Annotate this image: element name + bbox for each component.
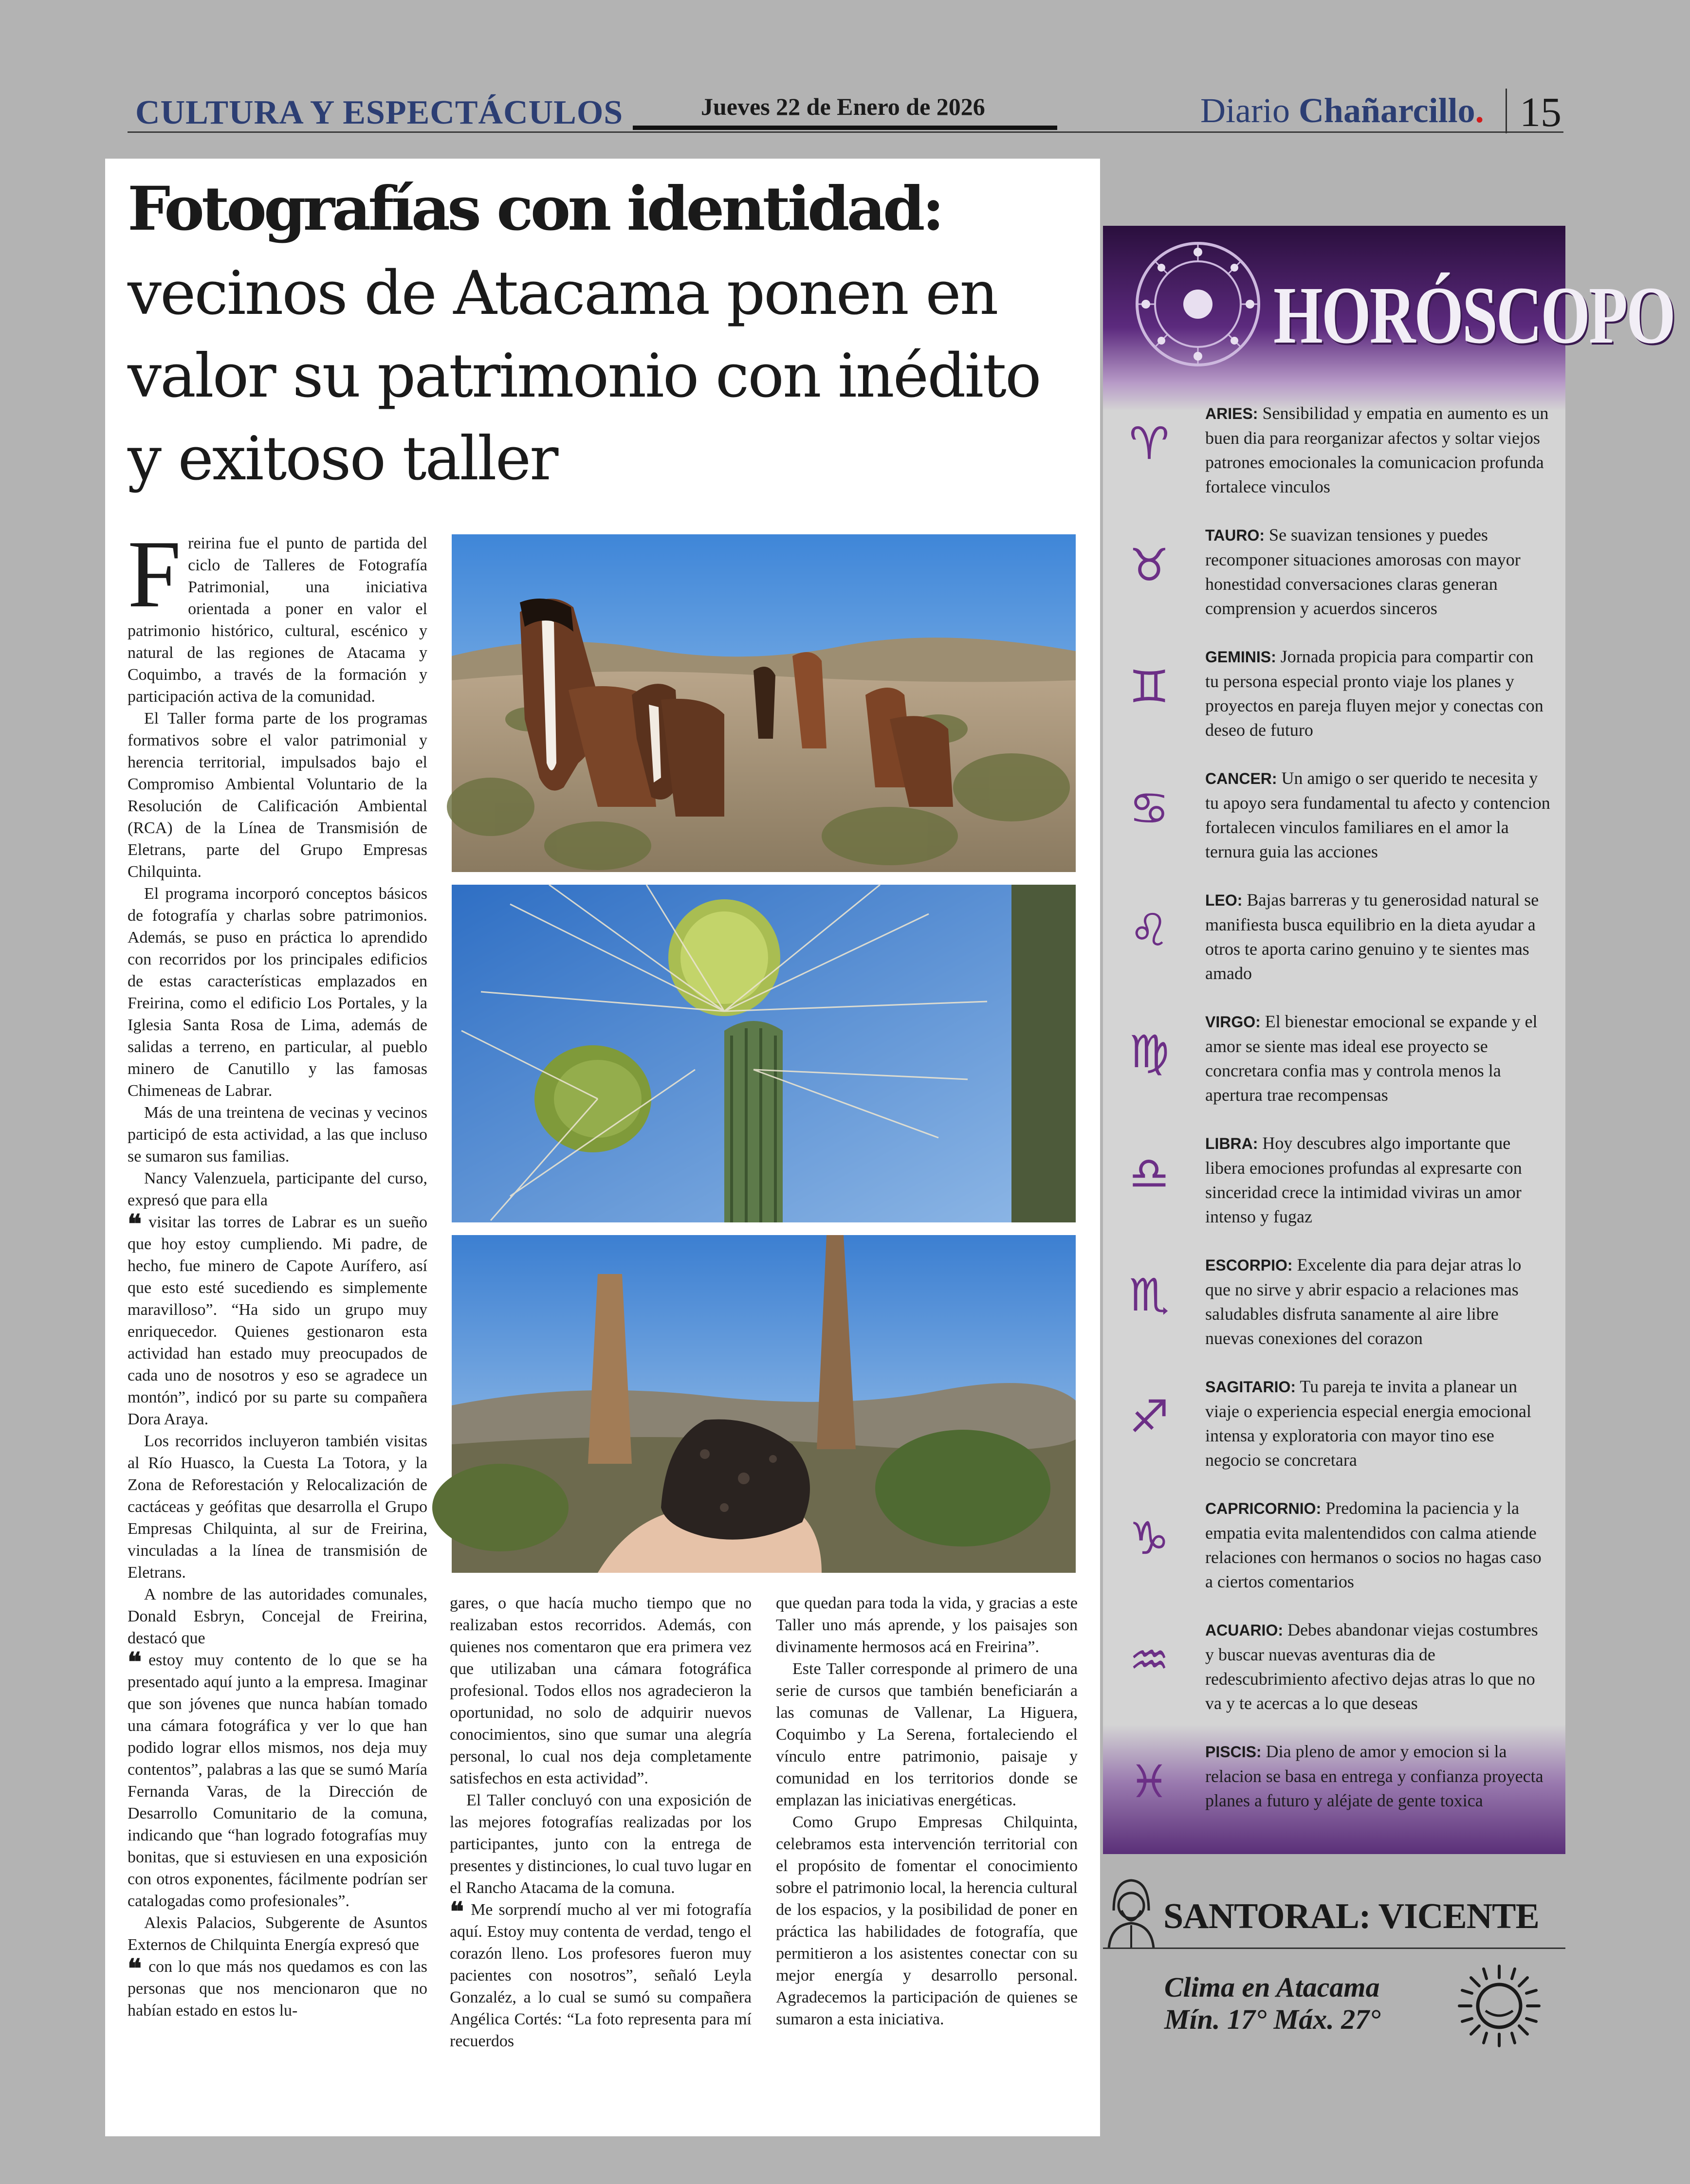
paragraph-text: reirina fue el punto de partida del ciclo de Talleres de Fotografía Patrimonial, una iniciativa orientada a poner en valor el patrimonio histórico, cultural, escénico y natural de las regiones de Atacama y Coquimbo, a través de la formación y participación activa de la comunidad. xyxy=(128,534,427,706)
quote-paragraph xyxy=(128,1208,427,1430)
horoscope-sign xyxy=(1103,1131,1565,1253)
paragraph: Nancy Valenzuela, participante del curso, expresó que para ella xyxy=(128,1169,427,1209)
paragraph: Alexis Palacios, Subgerente de Asuntos Externos de Chilquinta Energía expresó que xyxy=(128,1914,427,1954)
horoscope-sign xyxy=(1103,1496,1565,1618)
horoscope-sign xyxy=(1103,1374,1565,1496)
sun-icon xyxy=(1455,1962,1543,2050)
quote-paragraph xyxy=(128,1646,427,1912)
zodiac-sign-icon: ♒ xyxy=(1129,1634,1170,1686)
sign-prediction: Bajas barreras y tu generosidad natural se manifiesta busca equilibrio en la dieta ayudar a otros te aporta carino genuino y te sientes mas amado xyxy=(1205,890,1539,983)
article-column-2 xyxy=(450,1592,752,2118)
horoscope-text xyxy=(1205,1739,1551,1813)
paragraph: El Taller concluyó con una exposición de las mejores fotografías realizadas por los participantes, junto con la entrega de presentes y distinciones, lo cual tuvo lugar en el Rancho Atacama de la comuna. xyxy=(450,1791,752,1897)
cactus-photo xyxy=(452,885,1076,1222)
paragraph: Los recorridos incluyeron también visitas al Río Huasco, la Cuesta La Totora, y la Zona de Reforestación y Relocalización de cactáceas y geófitas que desarrolla el Grupo Empresas Chilquinta, al sur de Freirina, vinculadas a la línea de transmisión de Eletrans. xyxy=(128,1432,427,1582)
masthead-name: Chañarcillo xyxy=(1298,91,1475,130)
sign-prediction: Se suavizan tensiones y puedes recomponer situaciones amorosas con mayor honestidad conversaciones claras generan comprension y acuerdos sinceros xyxy=(1205,525,1521,618)
headline-bold: Fotografías con identidad: xyxy=(128,174,942,244)
horoscope-sign xyxy=(1103,1009,1565,1131)
sign-prediction: Dia pleno de amor y emocion si la relacion se basa en entrega y confianza proyecta planes a futuro y aléjate de gente toxica xyxy=(1205,1742,1543,1810)
horoscope-sign xyxy=(1103,888,1565,1009)
quote-text: con lo que más nos quedamos es con las personas que nos mencionaron que no habían estado en estos lu- xyxy=(128,1958,427,2020)
sign-name: CAPRICORNIO: xyxy=(1205,1500,1322,1517)
weather-title: Clima en Atacama xyxy=(1164,1971,1380,2003)
horoscope-text xyxy=(1205,1374,1551,1472)
headline-rest: vecinos de Atacama ponen en valor su patrimonio con inédito y exitoso taller xyxy=(128,258,1040,494)
horoscope-text xyxy=(1205,644,1551,742)
sign-name: GEMINIS: xyxy=(1205,648,1276,666)
horoscope-text xyxy=(1205,401,1551,499)
zodiac-sign-icon: ♏ xyxy=(1129,1269,1170,1321)
sign-name: CANCER: xyxy=(1205,770,1277,787)
zodiac-sign-icon: ♑ xyxy=(1129,1512,1170,1565)
saint-figure-icon xyxy=(1104,1876,1158,1949)
sign-prediction: Predomina la paciencia y la empatia evita malentendidos con calma atiende relaciones con hermanos o socios no hagas caso a ciertos comentarios xyxy=(1205,1498,1542,1591)
paragraph: Como Grupo Empresas Chilquinta, celebramos esta intervención territorial con el propósito de fomentar el conocimiento sobre el patrimonio local, la herencia cultural de los espacios, y la posibilidad de poner en práctica las habilidades de fotografía, que permitieron a los asistentes conectar con su mejor energía y desarrollo personal. Agradecemos la participación de quienes se sumaron a esta iniciativa. xyxy=(776,1813,1078,2028)
chimneys-photo xyxy=(452,1235,1076,1573)
paragraph: gares, o que hacía mucho tiempo que no realizaban estos recorridos. Además, con quienes nos comentaron que era primera vez que utilizaban una cámara fotográfica profesional. Todos ellos nos agradecieron la oportunidad, no solo de adquirir nuevos conocimientos, sino que sumar una alegría personal, lo cual nos deja completamente satisfechos en esta actividad”. xyxy=(450,1594,752,1787)
sign-name: ARIES: xyxy=(1205,405,1258,422)
sign-name: SAGITARIO: xyxy=(1205,1378,1296,1396)
quote-text: estoy muy contento de lo que se ha presentado aquí junto a la empresa. Imaginar que son jóvenes que nunca habían tomado una cámara fotográfica y ver lo que han podido lograr ellos mismos, nos deja muy contentos”, palabras a las que se sumó María Fernanda Varas, de la Dirección de Desarrollo Comunitario de la comuna, indicando que “han logrado fotografías muy bonitas, que si estuviesen en una exposición con otros exponentes, fácilmente podrían ser catalogadas como profesionales”. xyxy=(128,1651,427,1910)
paragraph: El programa incorporó conceptos básicos de fotografía y charlas sobre patrimonios. Además, se puso en práctica lo aprendido con recorridos por los principales edificios de estas características emplazados en Freirina, como el edificio Los Portales, y la Iglesia Santa Rosa de Lima, además de salidas a terreno, en particular, al pueblo minero de Canutillo y las famosas Chimeneas de Labrar. xyxy=(128,885,427,1100)
zodiac-sign-icon: ♈ xyxy=(1129,418,1170,470)
horoscope-text xyxy=(1205,1009,1551,1107)
paragraph: Este Taller corresponde al primero de una serie de cursos que también beneficiarán a las comunas de Vallenar, La Higuera, Coquimbo y La Serena, fortaleciendo el vínculo entre patrimonio, paisaje y comunidad en los territorios donde se emplazan las iniciativas energéticas. xyxy=(776,1660,1078,1809)
article-column-3 xyxy=(776,1592,1078,2118)
quote-paragraph xyxy=(450,1896,752,2052)
lead-paragraph xyxy=(128,521,427,708)
quote-text: Me sorprendí mucho al ver mi fotografía aquí. Estoy muy contenta de verdad, tengo el corazón lleno. Los profesores fueron muy pacientes con nosotros”, señaló Leyla Gonzaléz, a lo cual se sumó su compañera Angélica Cortés: “La foto representa para mí recuerdos xyxy=(450,1901,752,2050)
sign-name: ACUARIO: xyxy=(1205,1621,1283,1639)
paragraph: que quedan para toda la vida, y gracias a este Taller uno más aprende, y los paisajes son divinamente hermosos acá en Freirina”. xyxy=(776,1594,1078,1656)
horoscope-text xyxy=(1205,1618,1551,1715)
sign-prediction: Debes abandonar viejas costumbres y buscar nuevas aventuras dia de redescubrimiento afectivo dejas atras lo que no va y te acercas a lo que deseas xyxy=(1205,1620,1538,1713)
horoscope-sign xyxy=(1103,1618,1565,1739)
paragraph: Más de una treintena de vecinas y vecinos participó de esta actividad, a las que incluso se sumaron sus familias. xyxy=(128,1104,427,1165)
sign-name: LEO: xyxy=(1205,892,1243,909)
masthead-dot: . xyxy=(1475,91,1484,130)
issue-date: Jueves 22 de Enero de 2026 xyxy=(701,93,985,120)
masthead-separator xyxy=(1506,89,1507,133)
weather-temperatures: Mín. 17° Máx. 27° xyxy=(1164,2003,1381,2035)
sign-name: LIBRA: xyxy=(1205,1135,1258,1152)
paragraph: El Taller forma parte de los programas formativos sobre el valor patrimonial y herencia territorial, impulsados bajo el Compromiso Ambiental Voluntario de la Resolución de Calificación Ambiental (RCA) de la Línea de Transmisión de Eletrans, parte del Grupo Empresas Chilquinta. xyxy=(128,710,427,881)
sign-prediction: Un amigo o ser querido te necesita y tu apoyo sera fundamental tu afecto y contencion fortalecen vinculos familiares en el amor la ternura guia las acciones xyxy=(1205,768,1550,861)
horoscope-text xyxy=(1205,1131,1551,1229)
sign-prediction: Tu pareja te invita a planear un viaje o experiencia especial energia emocional intensa y exploratoria con mayor tino ese negocio se concretara xyxy=(1205,1377,1531,1470)
newspaper-masthead xyxy=(1200,91,1484,131)
zodiac-sign-icon: ♐ xyxy=(1129,1391,1170,1443)
sign-prediction: El bienestar emocional se expande y el amor se siente mas ideal ese proyecto se concretara confia mas y controla menos la apertura trae recompensas xyxy=(1205,1012,1538,1105)
sign-prediction: Jornada propicia para compartir con tu persona especial pronto viaje los planes y proyectos en pareja fluyen mejor y conectas con deseo de futuro xyxy=(1205,647,1543,740)
sign-prediction: Hoy descubres algo importante que libera emociones profundas al expresarte con sinceridad crece la intimidad viviras un amor intenso y fugaz xyxy=(1205,1133,1522,1226)
zodiac-sign-icon: ♉ xyxy=(1129,539,1170,591)
zodiac-sign-icon: ♓ xyxy=(1129,1756,1170,1808)
horoscope-title: HORÓSCOPO xyxy=(1273,270,1674,361)
sign-name: ESCORPIO: xyxy=(1205,1256,1293,1274)
horoscope-sign xyxy=(1103,644,1565,766)
horoscope-sign xyxy=(1103,523,1565,644)
zodiac-sign-icon: ♊ xyxy=(1129,661,1170,713)
sign-name: PISCIS: xyxy=(1205,1743,1262,1761)
santoral-title: SANTORAL: VICENTE xyxy=(1163,1896,1539,1936)
zodiac-sign-icon: ♋ xyxy=(1129,783,1170,835)
sign-prediction: Excelente dia para dejar atras lo que no sirve y abrir espacio a relaciones mas saludables disfruta sanamente al aire libre nuevas conexiones del corazon xyxy=(1205,1255,1522,1348)
zodiac-wheel-icon xyxy=(1132,238,1264,370)
horoscope-sign xyxy=(1103,401,1565,523)
zodiac-sign-icon: ♍ xyxy=(1129,1026,1170,1078)
horoscope-text xyxy=(1205,1253,1551,1350)
quote-mark-icon: ❝ xyxy=(128,1953,142,1984)
quote-text: visitar las torres de Labrar es un sueño que hoy estoy cumpliendo. Mi padre, de hecho, fue minero de Capote Aurífero, así que esto esté sucediendo es simplemente maravilloso”. “Ha sido un grupo muy enriquecedor. Quienes gestionaron esta actividad han estado muy preocupados de cada uno de nosotros y eso se agradece un montón”, indicó por su parte su compañera Dora Araya. xyxy=(128,1213,427,1428)
paragraph: A nombre de las autoridades comunales, Donald Esbryn, Concejal de Freirina, destacó que xyxy=(128,1585,427,1647)
section-title: CULTURA Y ESPECTÁCULOS xyxy=(135,94,624,131)
horoscope-sign xyxy=(1103,766,1565,888)
masthead-prefix: Diario xyxy=(1200,91,1299,130)
horoscope-sign xyxy=(1103,1739,1565,1861)
horoscope-text xyxy=(1205,766,1551,864)
horses-photo xyxy=(452,534,1076,872)
zodiac-sign-icon: ♌ xyxy=(1129,904,1170,956)
quote-mark-icon: ❝ xyxy=(128,1208,142,1239)
date-underline xyxy=(633,126,1057,130)
header-rule xyxy=(128,131,1563,133)
quote-mark-icon: ❝ xyxy=(128,1646,142,1677)
horoscope-sign xyxy=(1103,1253,1565,1374)
page-number: 15 xyxy=(1520,89,1561,135)
horoscope-text xyxy=(1205,888,1551,985)
drop-cap: F xyxy=(128,521,182,627)
sign-prediction: Sensibilidad y empatia en aumento es un buen dia para reorganizar afectos y soltar viejos patrones emocionales la comunicacion profunda fortalece vinculos xyxy=(1205,403,1549,496)
quote-mark-icon: ❝ xyxy=(450,1896,464,1927)
sign-name: VIRGO: xyxy=(1205,1013,1261,1031)
horoscope-box xyxy=(1103,226,1674,1854)
horoscope-text xyxy=(1205,523,1551,620)
horoscope-text xyxy=(1205,1496,1551,1594)
quote-paragraph xyxy=(128,1953,427,2021)
sign-name: TAURO: xyxy=(1205,527,1265,544)
article-column-1 xyxy=(128,521,427,2109)
santoral-rule xyxy=(1103,1947,1565,1949)
zodiac-sign-icon: ♎ xyxy=(1129,1147,1170,1200)
